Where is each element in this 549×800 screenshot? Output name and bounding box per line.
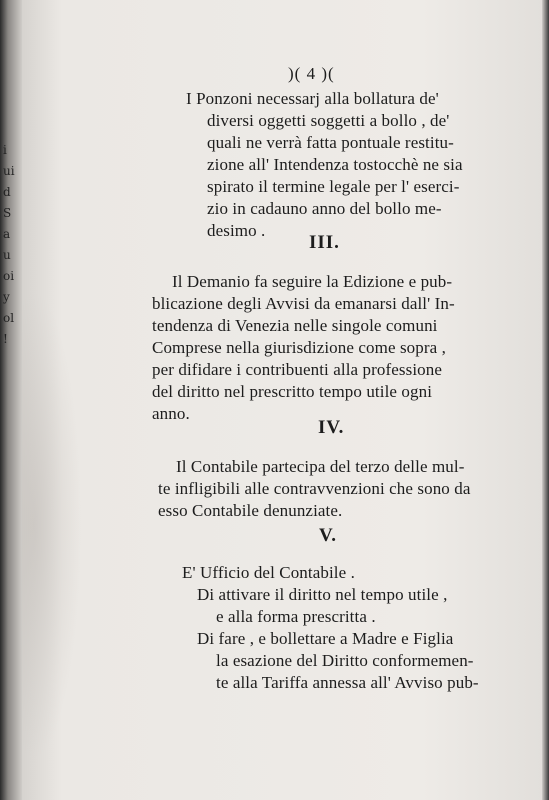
text-line: E' Ufficio del Contabile . xyxy=(182,563,355,582)
text-line: spirato il termine legale per l' eserci- xyxy=(207,177,460,196)
text-line: del diritto nel prescritto tempo utile ogni xyxy=(152,382,433,401)
section-heading-5: V. xyxy=(319,525,338,546)
text-line: anno. xyxy=(152,404,190,423)
text-line: Di fare , e bollettare a Madre e Figlia xyxy=(197,629,454,648)
section-heading-4: IV. xyxy=(318,417,345,438)
edge-glyph: d xyxy=(3,185,11,199)
text-line: quali ne verrà fatta pontuale restitu- xyxy=(207,133,454,152)
edge-glyph: ui xyxy=(3,164,15,178)
right-page-edge xyxy=(542,0,549,800)
text-line: desimo . xyxy=(207,221,266,240)
text-line: zione all' Intendenza tostocchè ne sia xyxy=(207,155,463,174)
section-heading-3: III. xyxy=(309,232,340,253)
text-line: per difidare i contribuenti alla professione xyxy=(152,360,442,379)
left-page-edge xyxy=(0,0,22,800)
text-line: Il Contabile partecipa del terzo delle mul- xyxy=(176,457,465,476)
edge-glyph: ol xyxy=(3,311,15,325)
text-line: la esazione del Diritto conformemen- xyxy=(216,651,474,670)
edge-glyph: a xyxy=(3,227,11,241)
paper-stain xyxy=(22,290,82,760)
text-line: I Ponzoni necessarj alla bollatura de' xyxy=(186,89,439,108)
edge-glyph: oi xyxy=(3,269,15,283)
edge-glyph: i xyxy=(3,143,7,157)
text-line: Il Demanio fa seguire la Edizione e pub- xyxy=(172,272,453,291)
page-number-header: )( 4 )( xyxy=(288,64,335,83)
text-line: Di attivare il diritto nel tempo utile , xyxy=(197,585,448,604)
text-line: blicazione degli Avvisi da emanarsi dall' In- xyxy=(152,294,455,313)
text-line: esso Contabile denunziate. xyxy=(158,501,343,520)
text-line: diversi oggetti soggetti a bollo , de' xyxy=(207,111,450,130)
text-line: zio in cadauno anno del bollo me- xyxy=(207,199,442,218)
edge-glyph: ! xyxy=(3,332,8,346)
text-line: Comprese nella giurisdizione come sopra , xyxy=(152,338,446,357)
edge-glyph: S xyxy=(3,206,12,220)
text-line: te infligibili alle contravvenzioni che sono da xyxy=(158,479,471,498)
edge-glyph: y xyxy=(3,290,10,304)
text-line: te alla Tariffa annessa all' Avviso pub- xyxy=(216,673,479,692)
text-line: tendenza di Venezia nelle singole comuni xyxy=(152,316,438,335)
edge-glyph: u xyxy=(3,248,11,262)
text-line: e alla forma prescritta . xyxy=(216,607,376,626)
adjacent-page-text xyxy=(3,140,19,350)
